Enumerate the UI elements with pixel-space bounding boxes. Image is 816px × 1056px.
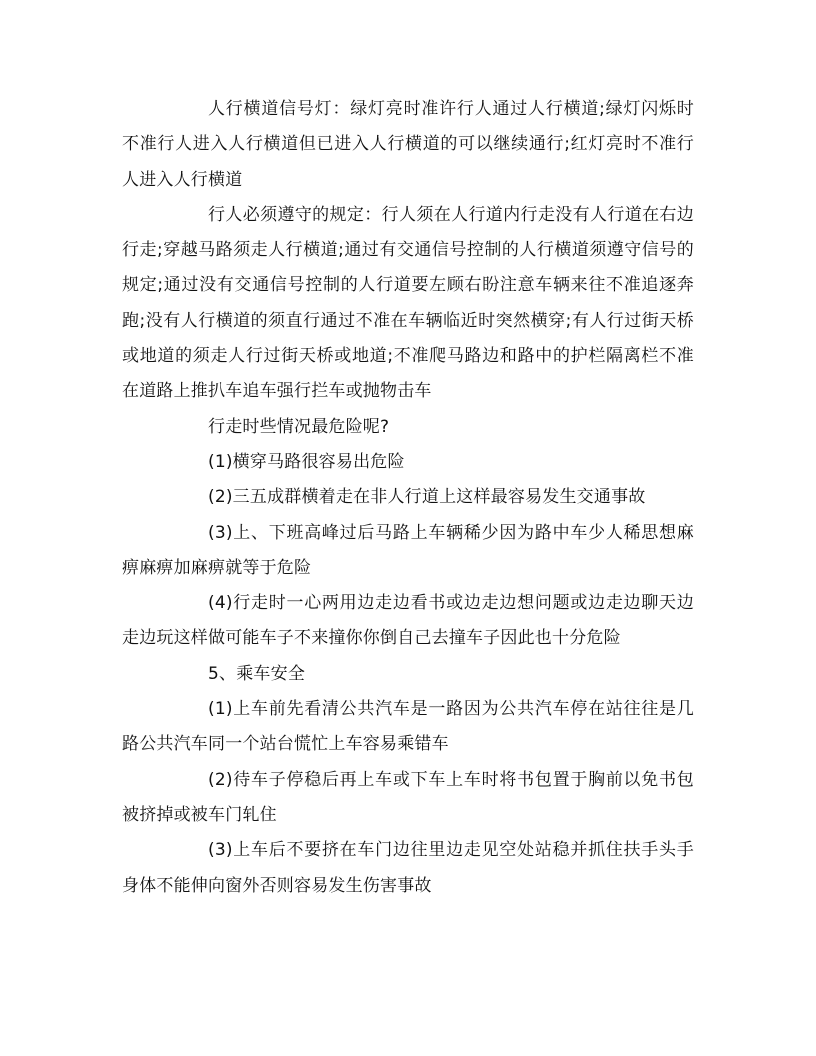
list-item-riding-2: (2)待车子停稳后再上车或下车上车时将书包置于胸前以免书包被挤掉或被车门轧住 [122,769,694,825]
document-body [122,92,694,904]
list-item-danger-3: (3)上、下班高峰过后马路上车辆稀少因为路中车少人稀思想麻痹麻痹加麻痹就等于危险 [122,522,694,578]
paragraph-crosswalk-signal: 人行横道信号灯：绿灯亮时准许行人通过人行横道;绿灯闪烁时不准行人进入人行横道但已进入人行横道的可以继续通行;红灯亮时不准行人进入人行横道 [122,99,694,190]
section-heading-riding-safety: 5、乘车安全 [208,663,306,684]
list-item-danger-2: (2)三五成群横着走在非人行道上这样最容易发生交通事故 [208,487,646,508]
list-item-riding-3: (3)上车后不要挤在车门边往里边走见空处站稳并抓住扶手头手身体不能伸向窗外否则容易发生伤害事故 [122,840,694,896]
list-item-danger-1: (1)横穿马路很容易出危险 [208,451,405,472]
paragraph-pedestrian-rules: 行人必须遵守的规定：行人须在人行道内行走没有人行道在右边行走;穿越马路须走人行横道;通过有交通信号控制的人行横道须遵守信号的规定;通过没有交通信号控制的人行道要左顾右盼注意车辆来往不准追逐奔跑;没有人行横道的须直行通过不准在车辆临近时突然横穿;有人行过街天桥或地道的须走人行过街天桥或地道;不准爬马路边和路中的护栏隔离栏不准在道路上推扒车追车强行拦车或抛物击车 [122,204,694,402]
paragraph-danger-question: 行走时些情况最危险呢? [208,416,390,437]
list-item-riding-1: (1)上车前先看清公共汽车是一路因为公共汽车停在站往往是几路公共汽车同一个站台慌忙上车容易乘错车 [122,699,694,755]
list-item-danger-4: (4)行走时一心两用边走边看书或边走边想问题或边走边聊天边走边玩这样做可能车子不来撞你你倒自己去撞车子因此也十分危险 [122,593,694,649]
